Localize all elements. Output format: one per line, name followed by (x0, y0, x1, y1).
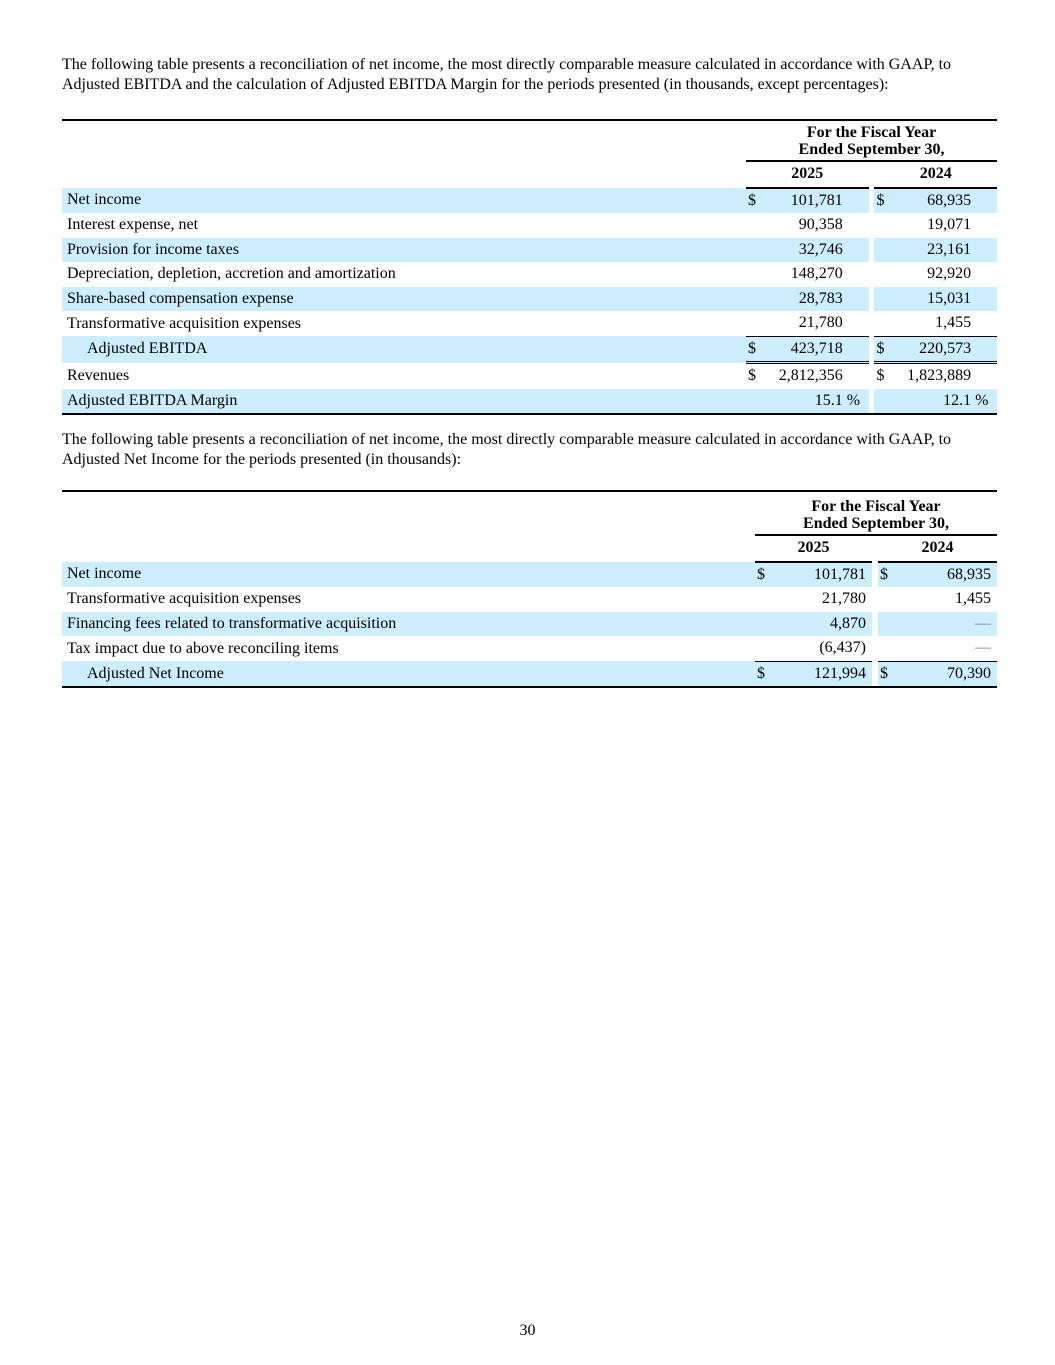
fiscal-year-header (746, 120, 997, 161)
header-line-1: For the Fiscal Year (806, 124, 937, 141)
value-2025: 28,783 (764, 287, 843, 312)
value-2025: 90,358 (798, 216, 843, 234)
value-2024: — (896, 612, 991, 637)
year-2025-header: 2025 (755, 535, 872, 562)
row-label: Tax impact due to above reconciling items (67, 639, 339, 657)
percent-sign: % (971, 389, 997, 415)
header-line-2: Ended September 30, (803, 515, 949, 532)
currency-symbol: $ (746, 188, 764, 214)
row-label: Adjusted Net Income (62, 661, 755, 687)
header-line-1: For the Fiscal Year (811, 498, 941, 515)
value-2024: 70,390 (896, 661, 991, 687)
percent-sign: % (843, 389, 869, 415)
value-2024: 1,455 (955, 590, 991, 608)
value-2025: 121,994 (773, 661, 866, 687)
table-row (62, 238, 997, 263)
value-2024: 1,823,889 (907, 367, 972, 385)
intro-paragraph-net-income: The following table presents a reconciliation of net income, the most directly comparable measure calculated in accordance with GAAP, to Adjusted Net Income for the periods presented (in thousands): (62, 431, 952, 468)
table-row (62, 612, 997, 637)
value-2024: 19,071 (927, 216, 972, 234)
value-2024: 23,161 (892, 238, 971, 263)
currency-symbol: $ (748, 367, 757, 385)
table-row (62, 636, 997, 661)
row-label: Share-based compensation expense (62, 287, 746, 312)
value-2025: 2,812,356 (778, 367, 843, 385)
value-2025: 101,781 (773, 562, 866, 588)
value-2025: 4,870 (773, 612, 866, 637)
value-2025: 21,780 (798, 314, 843, 332)
currency-symbol: $ (876, 367, 885, 385)
value-2024: 1,455 (935, 314, 972, 332)
adjusted-net-income-table (62, 490, 997, 688)
row-label: Depreciation, depletion, accretion and amortization (67, 265, 396, 283)
value-2024: 68,935 (896, 562, 991, 588)
value-2024: 220,573 (892, 336, 971, 363)
table-row (62, 188, 997, 214)
value-2024: 15,031 (892, 287, 971, 312)
value-2025: 423,718 (764, 336, 843, 363)
currency-symbol: $ (755, 661, 773, 687)
year-2024-header: 2024 (878, 535, 997, 562)
row-label: Provision for income taxes (62, 238, 746, 263)
value-2024: 12.1 (892, 389, 971, 415)
currency-symbol: $ (755, 562, 773, 588)
row-label: Adjusted EBITDA (62, 336, 746, 363)
page-number: 30 (519, 1322, 536, 1339)
currency-symbol: $ (878, 661, 896, 687)
table-row (62, 213, 997, 238)
row-label: Transformative acquisition expenses (67, 590, 302, 608)
intro-paragraph-ebitda: The following table presents a reconciliation of net income, the most directly comparable measure calculated in accordance with GAAP, to Adjusted EBITDA and the calculation of Adjusted EBITDA Margin for the periods presented (in thousands, except percentages): (62, 56, 952, 93)
row-label: Net income (62, 562, 755, 588)
value-2025: 21,780 (822, 590, 866, 608)
value-2025: 101,781 (764, 188, 843, 214)
value-2025: 32,746 (764, 238, 843, 263)
value-2025: (6,437) (819, 639, 866, 657)
row-label: Revenues (67, 366, 130, 384)
row-label: Interest expense, net (67, 216, 199, 234)
table-row-total (62, 336, 997, 363)
table-row-total (62, 661, 997, 687)
value-2025: 15.1 (764, 389, 843, 415)
table-row (62, 389, 997, 415)
currency-symbol: $ (874, 336, 892, 363)
table-row (62, 311, 997, 336)
row-label: Net income (62, 188, 746, 214)
value-2024: 92,920 (927, 265, 972, 283)
currency-symbol: $ (746, 336, 764, 363)
year-2024-header: 2024 (874, 161, 997, 188)
header-line-2: Ended September 30, (798, 141, 945, 158)
currency-symbol: $ (874, 188, 892, 214)
year-2025-header: 2025 (746, 161, 869, 188)
table-row (62, 262, 997, 287)
table-row (62, 287, 997, 312)
row-label: Adjusted EBITDA Margin (62, 389, 746, 415)
adjusted-ebitda-table (62, 119, 997, 415)
fiscal-year-header (755, 491, 997, 535)
value-2024: 68,935 (892, 188, 971, 214)
row-label: Transformative acquisition expenses (67, 314, 302, 332)
table-row (62, 587, 997, 612)
currency-symbol: $ (878, 562, 896, 588)
value-2025: 148,270 (790, 265, 843, 283)
table-row (62, 562, 997, 588)
row-label: Financing fees related to transformative acquisition (62, 612, 755, 637)
value-2024: — (975, 639, 991, 657)
table-row (62, 363, 997, 389)
